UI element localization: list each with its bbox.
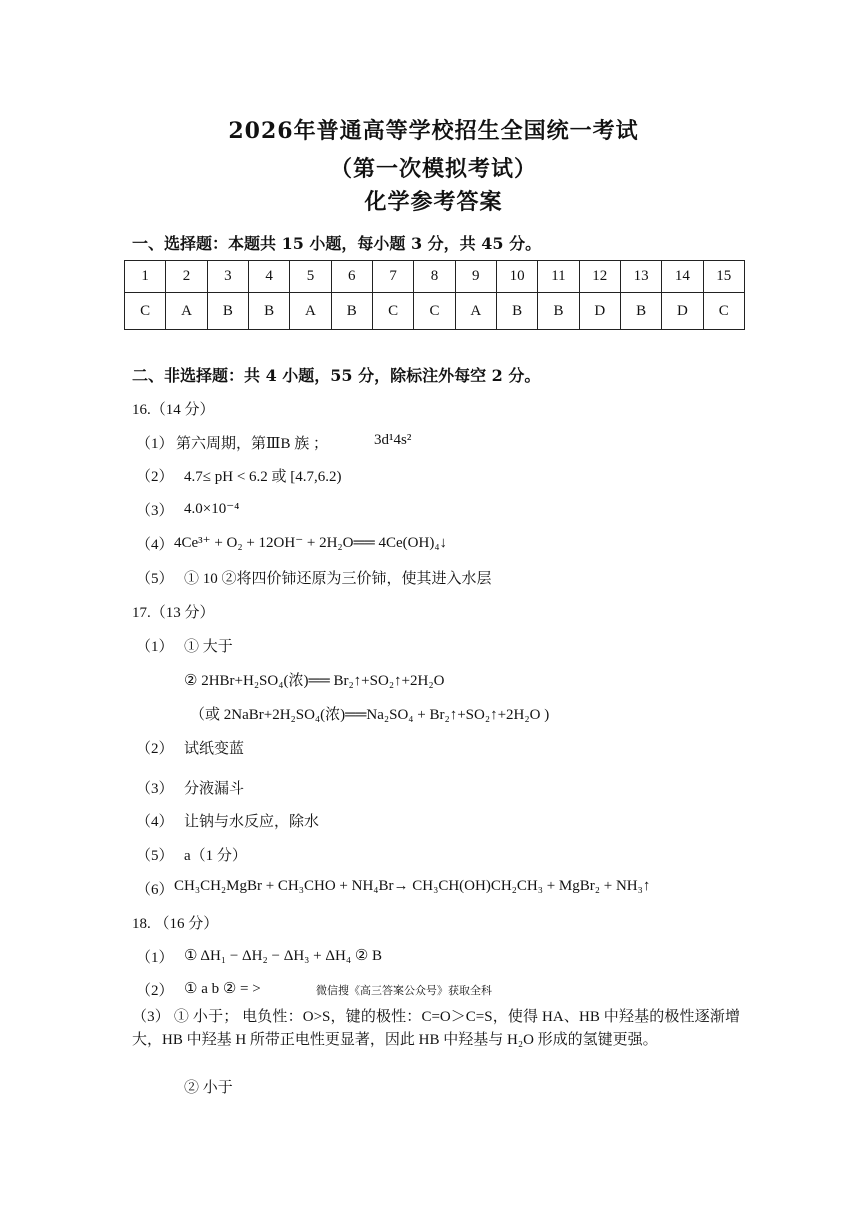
q17-a6-text: CH₃CH₂MgBr + CH₃CHO + NH₄Br→ CH₃CH(OH)CH₂CH₃ + MgBr₂ + NH₃↑ xyxy=(174,878,651,894)
q16-a2-text: 4.7≤ pH < 6.2 或 [4.7,6.2) xyxy=(184,469,342,485)
question-number-cell: 10 xyxy=(496,261,537,293)
q17-a3-index: （3） xyxy=(136,781,174,797)
answer-cell: B xyxy=(496,293,537,330)
question-number-cell: 9 xyxy=(455,261,496,293)
q16-a1-config: 3d¹4s² xyxy=(374,432,412,448)
q18-a1-index: （1） xyxy=(136,950,174,966)
question-number-cell: 6 xyxy=(331,261,372,293)
answer-cell: C xyxy=(372,293,413,330)
question-number-cell: 7 xyxy=(372,261,413,293)
q17-a3-text: 分液漏斗 xyxy=(184,781,245,797)
question-number-cell: 15 xyxy=(703,261,744,293)
answer-cell: C xyxy=(703,293,744,330)
answer-cell: C xyxy=(125,293,166,330)
q16-a2-index: （2） xyxy=(136,469,174,485)
q17-a1-alt-equation: （或 2NaBr+2H₂SO₄(浓)══Na₂SO₄ + Br₂↑+SO₂↑+2H₂O ) xyxy=(190,707,550,723)
answer-cell: D xyxy=(662,293,703,330)
q16-a1-index: （1） xyxy=(136,436,174,452)
answer-table xyxy=(124,260,745,330)
question-number-cell: 11 xyxy=(538,261,579,293)
q17-a1-text: ① 大于 xyxy=(184,639,233,655)
q16-a1-text: 第六周期，第ⅢB 族 ； xyxy=(176,436,328,452)
question-number-cell: 14 xyxy=(662,261,703,293)
question-number-cell: 5 xyxy=(290,261,331,293)
question-number-cell: 13 xyxy=(620,261,661,293)
answer-cell: D xyxy=(579,293,620,330)
q18-a2-text: ① a b ② = > xyxy=(184,981,261,997)
question-number-cell: 8 xyxy=(414,261,455,293)
answer-cell: B xyxy=(331,293,372,330)
q17-a4-text: 让钠与水反应，除水 xyxy=(184,814,320,830)
q17-label: 17.（13 分） xyxy=(132,605,215,621)
question-number-cell: 1 xyxy=(125,261,166,293)
q18-a2-index: （2） xyxy=(136,983,174,999)
q18-a1-text: ① ΔH₁ − ΔH₂ − ΔH₃ + ΔH₄ ② B xyxy=(184,948,383,964)
q16-a5-text: ① 10 ②将四价铈还原为三价铈，使其进入水层 xyxy=(184,571,492,587)
q18-a3-text: （3） ① 小于； 电负性：O>S，键的极性：C=O＞C=S，使得 HA、HB 中羟基的极性逐渐增大，HB 中羟基 H 所带正电性更显著，因此 HB 中羟基与 H₂O 形成的氢键更强。 xyxy=(132,1009,740,1048)
answer-cell: B xyxy=(620,293,661,330)
question-number-row xyxy=(125,261,745,293)
section2-heading: 二、非选择题：共 4 小题，55 分，除标注外每空 2 分。 xyxy=(132,366,541,385)
answer-cell: B xyxy=(248,293,289,330)
watermark-text: 微信搜《高三答案公众号》获取全科 xyxy=(316,985,492,997)
q16-a4-index: （4） xyxy=(136,537,174,553)
exam-title: 2026年普通高等学校招生全国统一考试 xyxy=(228,118,639,144)
answer-cell: A xyxy=(166,293,207,330)
q16-a3-text: 4.0×10⁻⁴ xyxy=(184,501,240,517)
q18-label: 18. （16 分） xyxy=(132,916,219,932)
question-number-cell: 2 xyxy=(166,261,207,293)
section1-heading: 一、选择题：本题共 15 小题，每小题 3 分，共 45 分。 xyxy=(132,234,542,253)
q16-label: 16.（14 分） xyxy=(132,402,215,418)
q17-a1-index: （1） xyxy=(136,639,174,655)
q16-a4-text: 4Ce³⁺ + O₂ + 12OH⁻ + 2H₂O══ 4Ce(OH)₄↓ xyxy=(174,535,448,551)
answer-cell: C xyxy=(414,293,455,330)
q17-a2-index: （2） xyxy=(136,741,174,757)
q17-a5-text: a（1 分） xyxy=(184,848,247,864)
q17-a5-index: （5） xyxy=(136,848,174,864)
answer-cell: A xyxy=(290,293,331,330)
exam-subtitle: （第一次模拟考试） xyxy=(329,156,537,182)
q18-a3-part2: ② 小于 xyxy=(184,1080,233,1096)
answer-row xyxy=(125,293,745,330)
q17-a2-text: 试纸变蓝 xyxy=(184,741,245,757)
answer-cell: B xyxy=(207,293,248,330)
answer-cell: A xyxy=(455,293,496,330)
q17-a4-index: （4） xyxy=(136,814,174,830)
q16-a5-index: （5） xyxy=(136,571,174,587)
question-number-cell: 3 xyxy=(207,261,248,293)
document-title: 化学参考答案 xyxy=(364,189,503,215)
answer-cell: B xyxy=(538,293,579,330)
question-number-cell: 4 xyxy=(248,261,289,293)
question-number-cell: 12 xyxy=(579,261,620,293)
q17-a6-index: （6） xyxy=(136,882,174,898)
q17-a1-equation: ② 2HBr+H₂SO₄(浓)══ Br₂↑+SO₂↑+2H₂O xyxy=(184,673,445,689)
q16-a3-index: （3） xyxy=(136,503,174,519)
